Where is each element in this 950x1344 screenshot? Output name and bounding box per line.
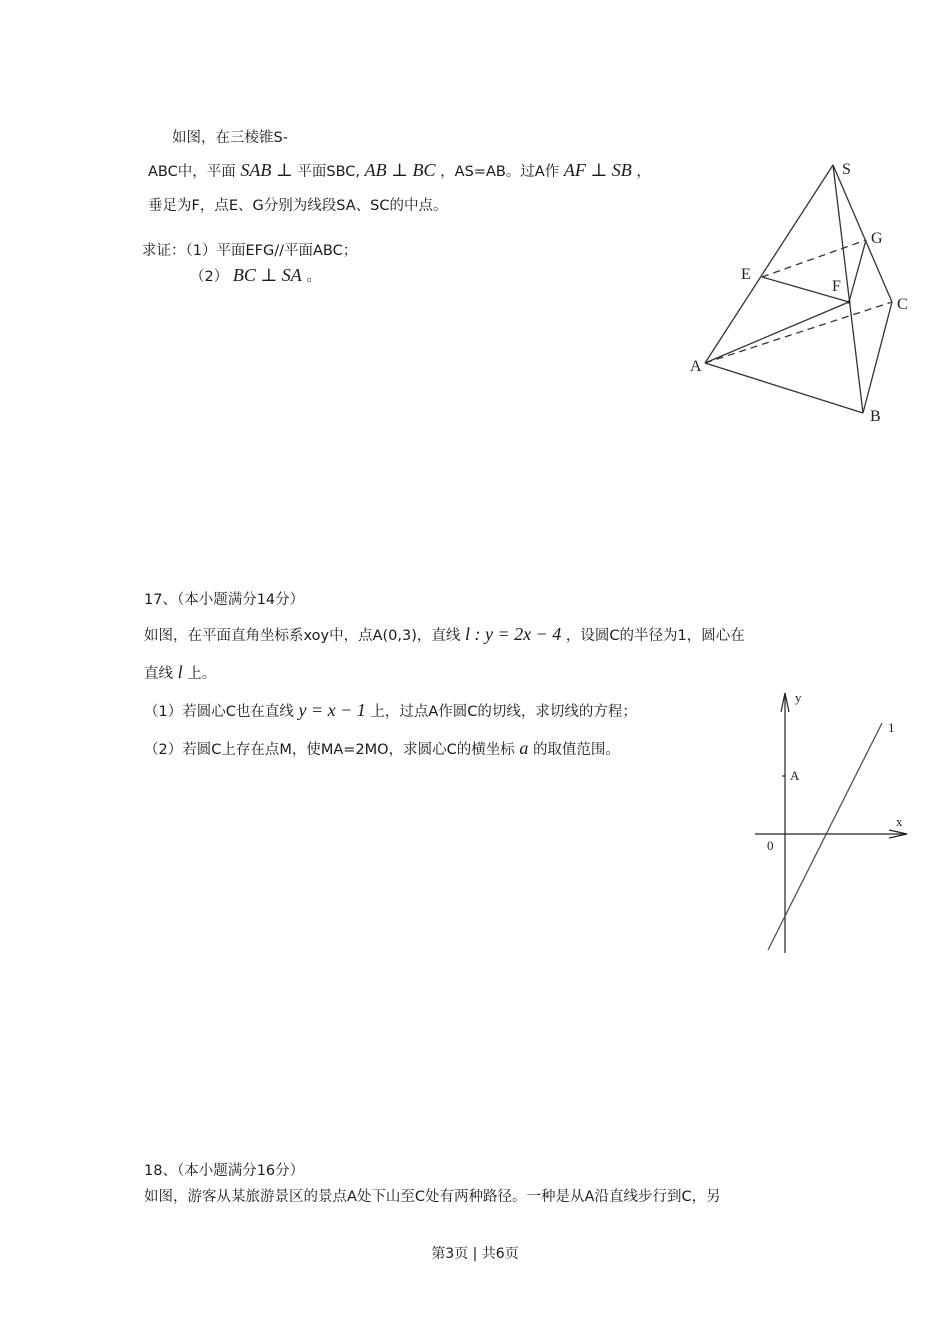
p17-text: 上。 xyxy=(187,666,217,682)
point-A-label: A xyxy=(790,768,800,783)
p16-prove-part1: 求证：（1）平面EFG//平面ABC； xyxy=(142,243,358,259)
p17-math-a: a xyxy=(519,738,529,758)
p16-math-ab-perp-bc: AB ⊥ BC xyxy=(364,160,436,180)
p16-text: ABC中，平面 xyxy=(148,164,236,180)
axis-label-x: x xyxy=(896,814,903,829)
p16-intro-line3: 垂足为F，点E、G分别为线段SA、SC的中点。 xyxy=(148,198,448,214)
p17-header: 17、（本小题满分14分） xyxy=(144,592,305,608)
p17-text: 的取值范围。 xyxy=(532,742,620,758)
p16-text: （2） xyxy=(190,269,229,285)
label-G: G xyxy=(871,230,883,247)
p16-math-bc-perp-sa: BC ⊥ SA xyxy=(232,265,302,285)
p17-text: （2）若圆C上存在点M，使MA=2MO，求圆心C的横坐标 xyxy=(144,742,515,758)
p17-text: （1）若圆心C也在直线 xyxy=(144,704,294,720)
label-B: B xyxy=(870,408,881,425)
label-A: A xyxy=(690,358,702,375)
p16-math-af-perp-sb: AF ⊥ SB xyxy=(563,160,632,180)
p17-math-l: l xyxy=(177,662,183,682)
p17-math-line-l: l : y = 2x − 4 xyxy=(465,624,562,644)
p16-intro-line1: 如图，在三棱锥S- xyxy=(172,130,288,146)
p17-text: 上，过点A作圆C的切线，求切线的方程； xyxy=(370,704,637,720)
p17-text: ，设圆C的半径为1，圆心在 xyxy=(565,628,745,644)
p18-line1: 如图，游客从某旅游景区的景点A处下山至C处有两种路径。一种是从A沿直线步行到C，另 xyxy=(144,1189,721,1205)
line-l-label: 1 xyxy=(888,720,895,735)
axis-label-y: y xyxy=(795,690,802,705)
p18-header: 18、（本小题满分16分） xyxy=(144,1163,305,1179)
label-C: C xyxy=(897,296,908,313)
label-S: S xyxy=(842,161,851,178)
page-footer: 第3页 | 共6页 xyxy=(431,1246,519,1262)
label-E: E xyxy=(741,266,751,283)
origin-label: 0 xyxy=(767,838,774,853)
p16-text: ， xyxy=(636,164,651,180)
p17-text: 如图，在平面直角坐标系xoy中，点A(0,3)，直线 xyxy=(144,628,461,644)
p17-text: 直线 xyxy=(144,666,173,682)
p16-text: 。 xyxy=(306,269,321,285)
p17-math-y-eq-x-minus-1: y = x − 1 xyxy=(298,700,366,720)
p16-text: ，AS=AB。过A作 xyxy=(440,164,560,180)
label-F: F xyxy=(832,278,841,295)
p16-math-sab-perp: SAB ⊥ xyxy=(240,160,293,180)
p16-text: 平面SBC, xyxy=(297,164,361,180)
